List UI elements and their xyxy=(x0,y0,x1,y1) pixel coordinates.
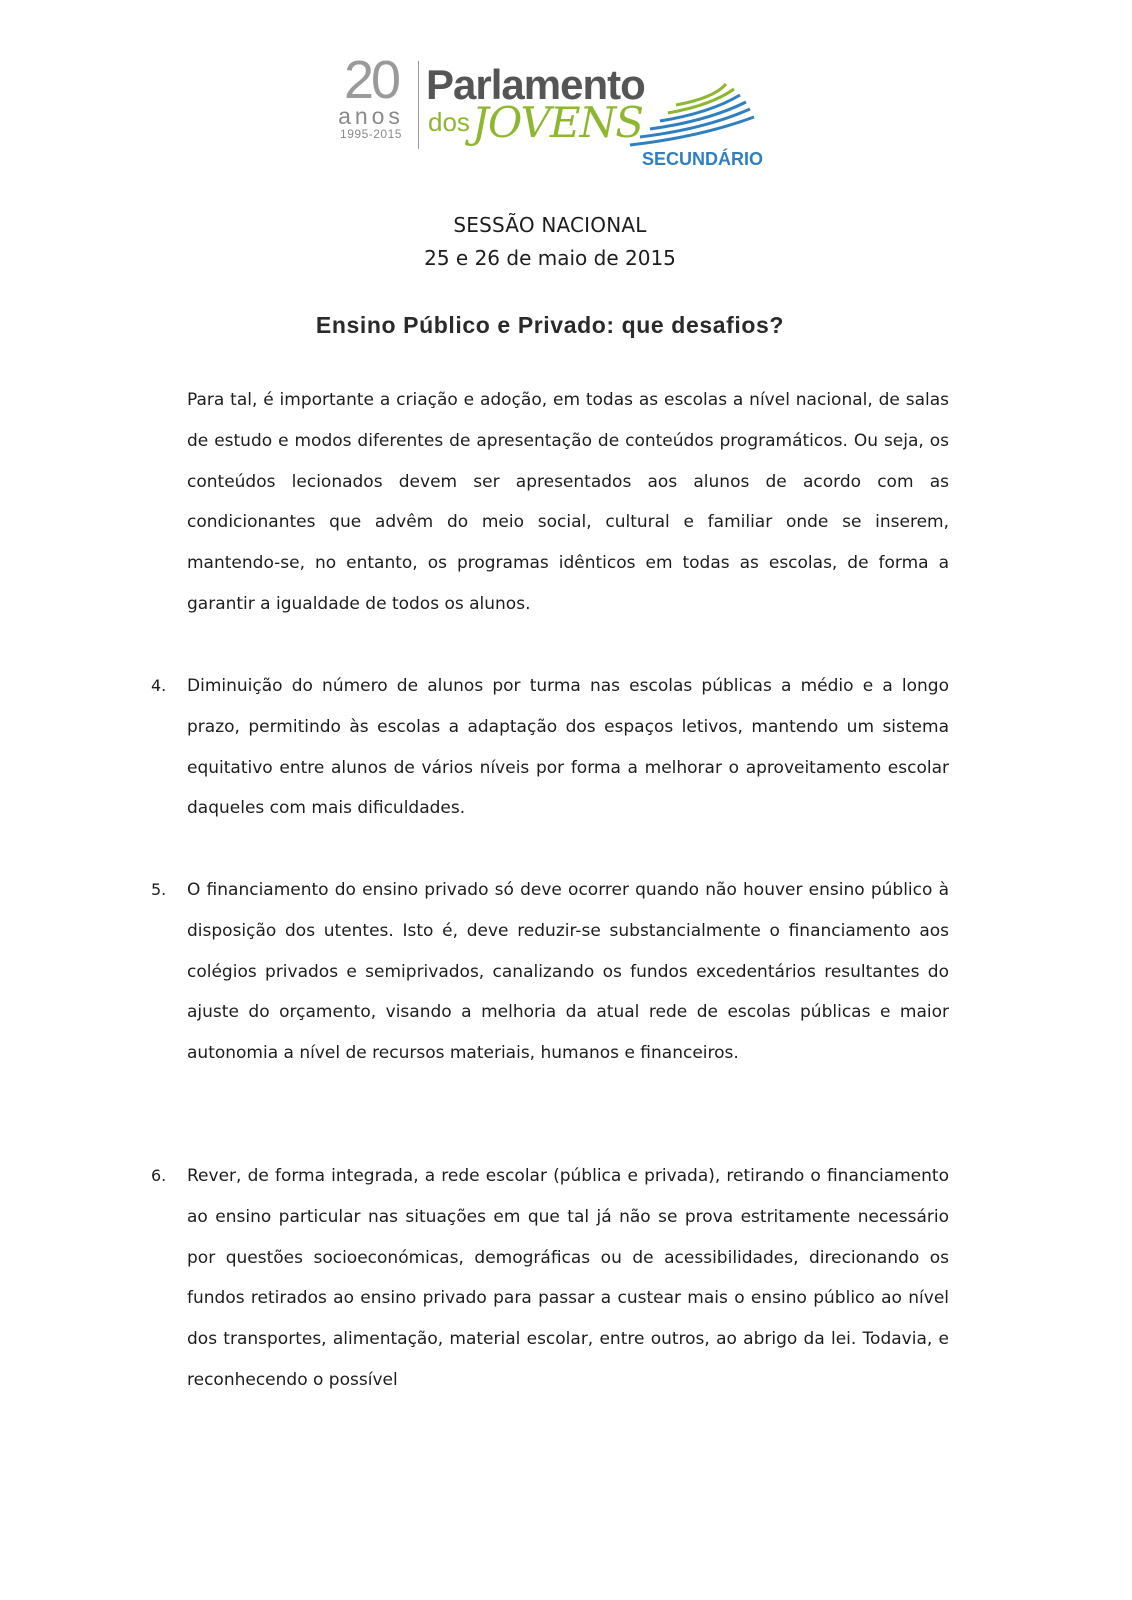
list-item-number: 4. xyxy=(151,676,167,695)
parliament-arcs-icon xyxy=(620,77,760,147)
list-item xyxy=(151,666,949,829)
logo-dos: dos xyxy=(428,107,470,137)
session-title: SESSÃO NACIONAL xyxy=(453,213,647,237)
document-title: Ensino Público e Privado: que desafios? xyxy=(315,312,785,338)
anniversary-badge xyxy=(330,50,412,141)
list-item-number: 5. xyxy=(151,880,167,899)
logo-jovens: JOVENS xyxy=(472,98,644,147)
parlamento-jovens-logo xyxy=(330,50,790,175)
list-item-text: Rever, de forma integrada, a rede escolar (pública e privada), retirando o financiamento ao ensino particular nas situações em que tal já não se prova estritamente necessário por questões socioeconómicas, demográficas ou de acessibilidades, direcionando os fundos retirados ao ensino privado para passar a custear mais o ensino público ao nível dos transportes, alimentação, material escolar, entre outros, ao abrigo da lei. Todavia, e reconhecendo o possível xyxy=(187,1166,949,1390)
logo-title: Parlamento xyxy=(426,61,645,108)
list-item-text: Diminuição do número de alunos por turma nas escolas públicas a médio e a longo prazo, permitindo às escolas a adaptação dos espaços letivos, mantendo um sistema equitativo entre alunos de vários níveis por forma a melhorar o aproveitamento escolar daqueles com mais dificuldades. xyxy=(187,676,949,819)
logo-level: SECUNDÁRIO xyxy=(642,149,764,169)
intro-paragraph: Para tal, é importante a criação e adoção, em todas as escolas a nível nacional, de salas de estudo e modos diferentes de apresentação de conteúdos programáticos. Ou seja, os conteúdos lecionados devem ser apresentados aos alunos de acordo com as condicionantes que advêm do meio social, cultural e familiar onde se inserem, mantendo-se, no entanto, os programas idênticos em todas as escolas, de forma a garantir a igualdade de todos os alunos. xyxy=(187,390,949,614)
list-item-number: 6. xyxy=(151,1166,167,1185)
anniversary-word: anos xyxy=(338,103,404,129)
list-item-text: O financiamento do ensino privado só deve ocorrer quando não houver ensino público à disposição dos utentes. Isto é, deve reduzir-se substancialmente o financiamento aos colégios privados e semiprivados, canalizando os fundos excedentários resultantes do ajuste do orçamento, visando a melhoria da atual rede de escolas públicas e maior autonomia a nível de recursos materiais, humanos e financeiros. xyxy=(187,880,949,1064)
list-item xyxy=(151,1156,949,1401)
anniversary-number: 20 xyxy=(343,50,399,110)
list-item xyxy=(151,870,949,1074)
anniversary-years: 1995-2015 xyxy=(340,127,402,141)
logo-divider xyxy=(418,61,419,149)
session-date: 25 e 26 de maio de 2015 xyxy=(424,246,676,270)
